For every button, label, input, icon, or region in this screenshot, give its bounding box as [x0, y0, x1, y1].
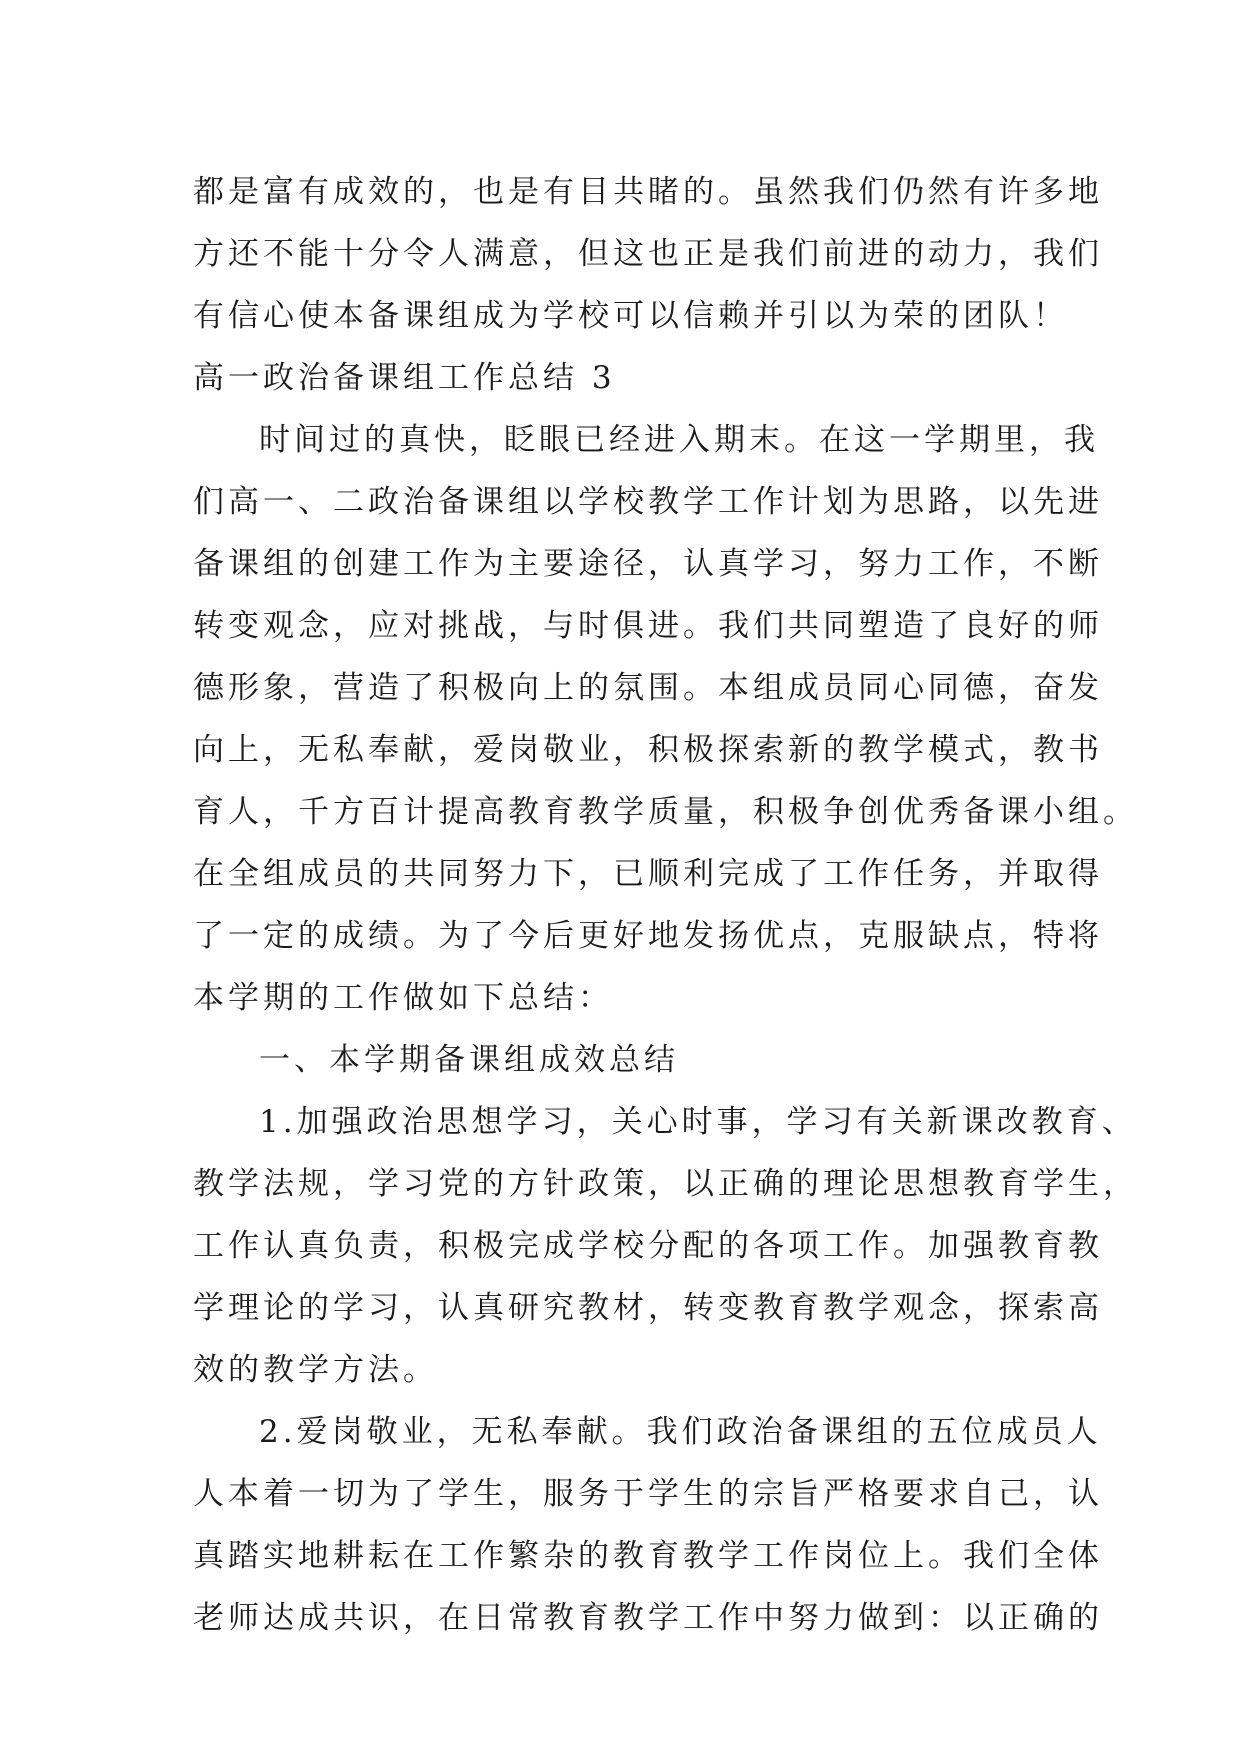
body-text-line: 转变观念，应对挑战，与时俱进。我们共同塑造了良好的师 — [193, 608, 1103, 644]
body-text-line: 备课组的创建工作为主要途径，认真学习，努力工作，不断 — [193, 546, 1103, 582]
body-text-line: 向上，无私奉献，爱岗敬业，积极探索新的教学模式，教书 — [193, 732, 1103, 768]
body-text-line: 效的教学方法。 — [193, 1352, 438, 1388]
section-title: 高一政治备课组工作总结 3 — [193, 360, 616, 396]
body-text-line: 德形象，营造了积极向上的氛围。本组成员同心同德，奋发 — [193, 670, 1103, 706]
body-text-line: 都是富有成效的，也是有目共睹的。虽然我们仍然有许多地 — [193, 174, 1103, 210]
subheading: 一、本学期备课组成效总结 — [259, 1042, 679, 1078]
body-text-line: 老师达成共识，在日常教育教学工作中努力做到：以正确的 — [193, 1600, 1103, 1636]
body-text-line: 2.爱岗敬业，无私奉献。我们政治备课组的五位成员人 — [259, 1414, 1102, 1450]
body-text-line: 人本着一切为了学生，服务于学生的宗旨严格要求自己，认 — [193, 1476, 1103, 1512]
body-text-line: 真踏实地耕耘在工作繁杂的教育教学工作岗位上。我们全体 — [193, 1538, 1103, 1574]
body-text-line: 在全组成员的共同努力下，已顺利完成了工作任务，并取得 — [193, 856, 1103, 892]
body-text-line: 们高一、二政治备课组以学校教学工作计划为思路，以先进 — [193, 484, 1103, 520]
body-text-line: 学理论的学习，认真研究教材，转变教育教学观念，探索高 — [193, 1290, 1103, 1326]
body-text-line: 时间过的真快，眨眼已经进入期末。在这一学期里，我 — [259, 422, 1099, 458]
document-body — [193, 161, 1138, 1649]
body-text-line: 了一定的成绩。为了今后更好地发扬优点，克服缺点，特将 — [193, 918, 1103, 954]
body-text-line: 教学法规，学习党的方针政策，以正确的理论思想教育学生， — [193, 1166, 1138, 1202]
body-text-line: 本学期的工作做如下总结： — [193, 980, 613, 1016]
body-text-line: 育人，千方百计提高教育教学质量，积极争创优秀备课小组。 — [193, 794, 1138, 830]
body-text-line: 有信心使本备课组成为学校可以信赖并引以为荣的团队！ — [193, 298, 1068, 334]
body-text-line: 方还不能十分令人满意，但这也正是我们前进的动力，我们 — [193, 236, 1103, 272]
body-text-line: 1.加强政治思想学习，关心时事，学习有关新课改教育、 — [259, 1104, 1137, 1140]
body-text-line: 工作认真负责，积极完成学校分配的各项工作。加强教育教 — [193, 1228, 1103, 1264]
